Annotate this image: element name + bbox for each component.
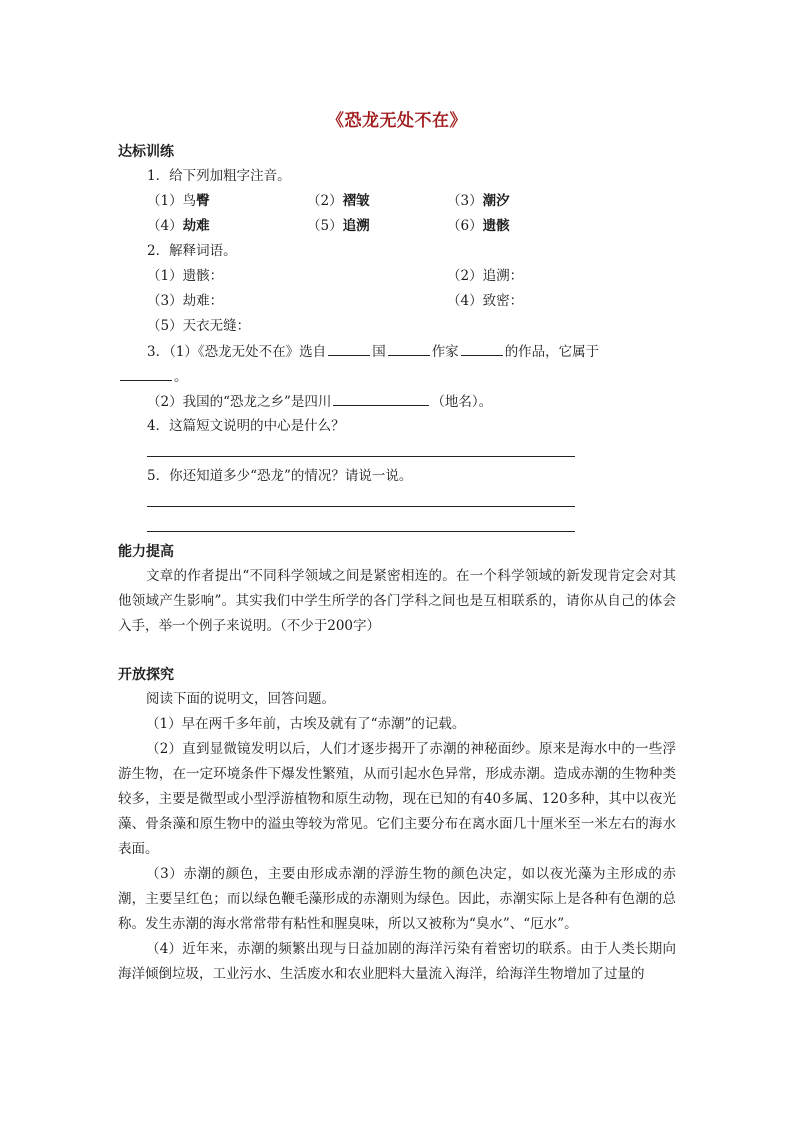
q1-item-3: [447, 191, 510, 211]
q3-text-c: 作家: [431, 344, 459, 360]
q1-item-4: [147, 216, 210, 236]
passage-paragraph-1: （1）早在两千多年前，古埃及就有了“赤潮”的记载。: [146, 716, 466, 732]
reading-passage: [118, 687, 676, 987]
bold-char: 臀: [196, 193, 210, 209]
q2-item-3: （3）劫难：: [147, 293, 224, 309]
answer-blank[interactable]: [333, 391, 429, 406]
q4-stem: 4．这篇短文说明的中心是什么？: [147, 418, 345, 434]
q1-item-6: [447, 216, 510, 236]
q1-item-2: [307, 191, 370, 211]
item-number: （5）: [307, 218, 343, 234]
answer-blank[interactable]: [388, 341, 430, 356]
item-text: 鸟: [182, 193, 197, 209]
q1-stem: 1．给下列加粗字注音。: [147, 168, 291, 184]
q3-text-d: 的作品，它属于: [504, 344, 600, 360]
item-number: （3）: [447, 193, 483, 209]
item-number: （6）: [447, 218, 483, 234]
q3-text-end: 。: [174, 369, 188, 385]
q2-item-4: （4）致密：: [447, 293, 524, 309]
answer-blank[interactable]: [461, 341, 503, 356]
q3-part2: [147, 391, 492, 412]
q2-item-1: （1）遗骸：: [147, 268, 224, 284]
answer-line[interactable]: [147, 456, 575, 457]
item-number: （2）: [307, 193, 343, 209]
section-heading-ability: 能力提高: [118, 544, 174, 560]
ability-paragraph: [118, 564, 676, 639]
q5-stem: 5．你还知道多少“恐龙”的情况？请说一说。: [147, 468, 413, 484]
bold-char: 遗骸: [482, 218, 510, 234]
q3-part1: [147, 341, 599, 362]
passage-paragraph-2: （2）直到显微镜发明以后，人们才逐步揭开了赤潮的神秘面纱。原来是海水中的一些浮游生物，在一定环境条件下爆发性繁殖，从而引起水色异常，形成赤潮。造成赤潮的生物种类较多，主要是微型或小型浮游植物和原生动物，现在已知的有40多属、120多种，其中以夜光藻、骨条藻和原生物中的溢虫等较为常见。它们主要分布在离水面几十厘米至一米左右的海水表面。: [118, 741, 676, 857]
item-number: （4）: [147, 218, 183, 234]
q1-item-5: [307, 216, 370, 236]
bold-char: 追溯: [342, 218, 370, 234]
answer-blank[interactable]: [328, 341, 370, 356]
q3-text-b: 国: [372, 344, 386, 360]
passage-paragraph-4: （4）近年来，赤潮的频繁出现与日益加剧的海洋污染有着密切的联系。由于人类长期向海洋倾倒垃圾，工业污水、生活废水和农业肥料大量流入海洋，给海洋生物增加了过量的: [118, 941, 676, 982]
ability-text: 文章的作者提出“不同科学领域之间是紧密相连的。在一个科学领域的新发现肯定会对其他领域产生影响”。其实我们中学生所学的各门学科之间也是互相联系的，请你从自己的体会入手，举一个例子来说明。（不少于200字）: [118, 568, 676, 634]
document-title: 《恐龙无处不在》: [327, 111, 467, 131]
q2-stem: 2．解释词语。: [147, 243, 237, 259]
q3-part1-cont: [118, 366, 188, 387]
q3-text-2b: （地名）。: [431, 394, 493, 410]
q3-text-a: 3．（1）《恐龙无处不在》选自: [147, 344, 327, 360]
section-heading-practice: 达标训练: [118, 144, 174, 160]
answer-blank[interactable]: [120, 366, 172, 381]
q1-item-1: [147, 191, 210, 211]
bold-char: 潮汐: [482, 193, 510, 209]
answer-line[interactable]: [147, 531, 575, 532]
item-number: （1）: [147, 193, 183, 209]
answer-line[interactable]: [147, 506, 575, 507]
passage-paragraph-3: （3）赤潮的颜色，主要由形成赤潮的浮游生物的颜色决定，如以夜光藻为主形成的赤潮，主要呈红色；而以绿色鞭毛藻形成的赤潮则为绿色。因此，赤潮实际上是各种有色潮的总称。发生赤潮的海水常常带有粘性和腥臭味，所以又被称为“臭水”、“厄水”。: [118, 866, 676, 932]
bold-char: 褶皱: [342, 193, 370, 209]
q3-text-2a: （2）我国的“恐龙之乡”是四川: [147, 394, 332, 410]
passage-intro: 阅读下面的说明文，回答问题。: [146, 691, 335, 707]
q2-item-2: （2）追溯：: [447, 268, 524, 284]
q2-item-5: （5）天衣无缝：: [147, 318, 251, 334]
bold-char: 劫难: [182, 218, 210, 234]
section-heading-explore: 开放探究: [118, 667, 174, 683]
